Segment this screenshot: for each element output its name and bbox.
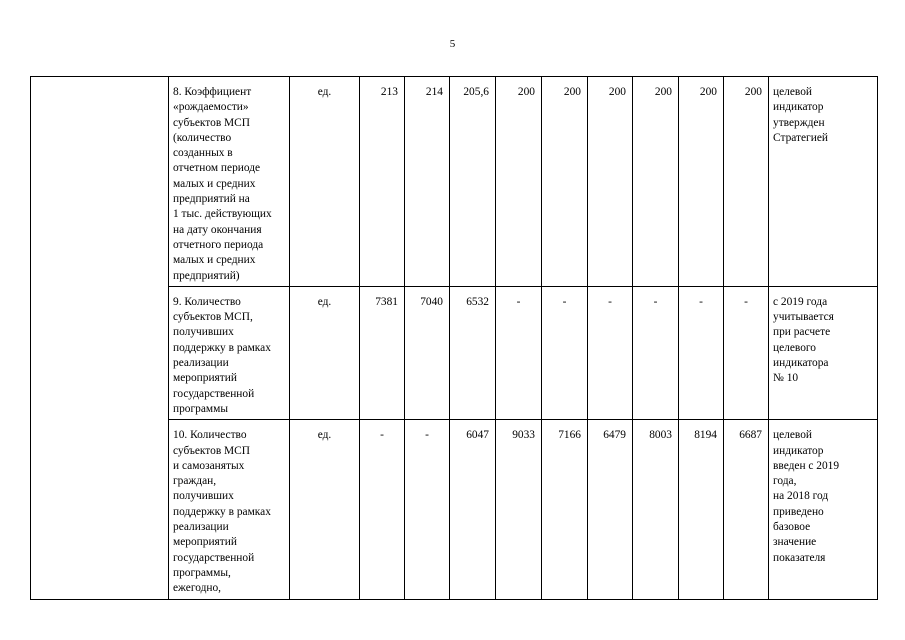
value-cell: 6687 <box>724 420 769 599</box>
text-line: показателя <box>773 551 826 564</box>
text-line: получивших <box>173 490 234 503</box>
indicator-name-cell <box>169 420 290 599</box>
value-cell: - <box>633 286 679 419</box>
text-line: государственной <box>173 551 255 564</box>
text-line: поддержку в рамках <box>173 505 271 518</box>
value-cell: - <box>542 286 588 419</box>
indicator-name-cell <box>169 286 290 419</box>
note-cell <box>769 420 878 599</box>
text-line: субъектов МСП <box>173 444 250 457</box>
text-line: значение <box>773 536 817 549</box>
text-line: введен с 2019 <box>773 459 840 472</box>
table-body <box>31 77 878 600</box>
text-line: программы, <box>173 566 231 579</box>
note-text <box>773 85 875 146</box>
text-line: предприятий) <box>173 269 240 282</box>
value-cell: - <box>679 286 724 419</box>
value-cell: 200 <box>633 77 679 287</box>
value-cell: 7381 <box>360 286 405 419</box>
text-line: отчетном периоде <box>173 162 261 175</box>
value-cell: 9033 <box>496 420 542 599</box>
value-cell: 6047 <box>450 420 496 599</box>
text-line: программы <box>173 402 228 415</box>
text-line: целевой <box>773 429 812 442</box>
table-row <box>31 77 878 287</box>
text-line: созданных в <box>173 147 233 160</box>
text-line: и самозанятых <box>173 459 245 472</box>
text-line: реализации <box>173 521 229 534</box>
text-line: 10. Количество <box>173 429 247 442</box>
value-cell: 200 <box>496 77 542 287</box>
text-line: 9. Количество <box>173 295 241 308</box>
text-line: при расчете <box>773 326 831 339</box>
text-line: получивших <box>173 326 234 339</box>
indicator-name <box>173 428 287 596</box>
text-line: индикатор <box>773 444 824 457</box>
value-cell: - <box>496 286 542 419</box>
value-cell: 8003 <box>633 420 679 599</box>
text-line: № 10 <box>773 372 799 385</box>
note-cell <box>769 286 878 419</box>
value-cell: 8194 <box>679 420 724 599</box>
text-line: мероприятий <box>173 372 237 385</box>
text-line: «рождаемости» <box>173 101 249 114</box>
text-line: на 2018 год <box>773 490 829 503</box>
text-line: государственной <box>173 387 255 400</box>
text-line: базовое <box>773 521 811 534</box>
value-cell: 205,6 <box>450 77 496 287</box>
text-line: 8. Коэффициент <box>173 86 252 98</box>
value-cell: 200 <box>724 77 769 287</box>
text-line: целевой <box>773 86 812 98</box>
text-line: индикатор <box>773 101 824 114</box>
text-line: субъектов МСП <box>173 116 250 129</box>
note-text <box>773 295 875 387</box>
value-cell: - <box>588 286 633 419</box>
text-line: утвержден <box>773 116 825 129</box>
indicator-name-cell <box>169 77 290 287</box>
text-line: малых и средних <box>173 177 256 190</box>
value-cell: 6479 <box>588 420 633 599</box>
text-line: малых и средних <box>173 254 256 267</box>
indicator-name <box>173 85 287 284</box>
text-line: приведено <box>773 505 824 518</box>
empty-left-cell <box>31 77 169 600</box>
indicator-name <box>173 295 287 417</box>
text-line: предприятий на <box>173 193 250 206</box>
text-line: субъектов МСП, <box>173 311 253 324</box>
text-line: целевого <box>773 341 816 354</box>
value-cell: 7166 <box>542 420 588 599</box>
text-line: мероприятий <box>173 536 237 549</box>
value-cell: 214 <box>405 77 450 287</box>
value-cell: 200 <box>679 77 724 287</box>
text-line: отчетного периода <box>173 238 264 251</box>
unit-cell: ед. <box>290 77 360 287</box>
value-cell: - <box>405 420 450 599</box>
value-cell: 200 <box>588 77 633 287</box>
unit-cell: ед. <box>290 420 360 599</box>
text-line: реализации <box>173 357 229 370</box>
value-cell: 213 <box>360 77 405 287</box>
text-line: Стратегией <box>773 131 828 144</box>
text-line: индикатора <box>773 357 829 370</box>
value-cell: 200 <box>542 77 588 287</box>
value-cell: - <box>724 286 769 419</box>
text-line: года, <box>773 475 797 488</box>
value-cell: - <box>360 420 405 599</box>
text-line: граждан, <box>173 475 217 488</box>
text-line: на дату окончания <box>173 223 262 236</box>
text-line: с 2019 года <box>773 295 828 308</box>
text-line: 1 тыс. действующих <box>173 208 272 221</box>
indicator-table <box>30 76 878 600</box>
page-number: 5 <box>449 38 456 50</box>
value-cell: 7040 <box>405 286 450 419</box>
text-line: (количество <box>173 131 232 144</box>
value-cell: 6532 <box>450 286 496 419</box>
note-text <box>773 428 875 566</box>
text-line: поддержку в рамках <box>173 341 271 354</box>
unit-cell: ед. <box>290 286 360 419</box>
text-line: ежегодно, <box>173 582 222 595</box>
note-cell <box>769 77 878 287</box>
text-line: учитывается <box>773 311 834 324</box>
